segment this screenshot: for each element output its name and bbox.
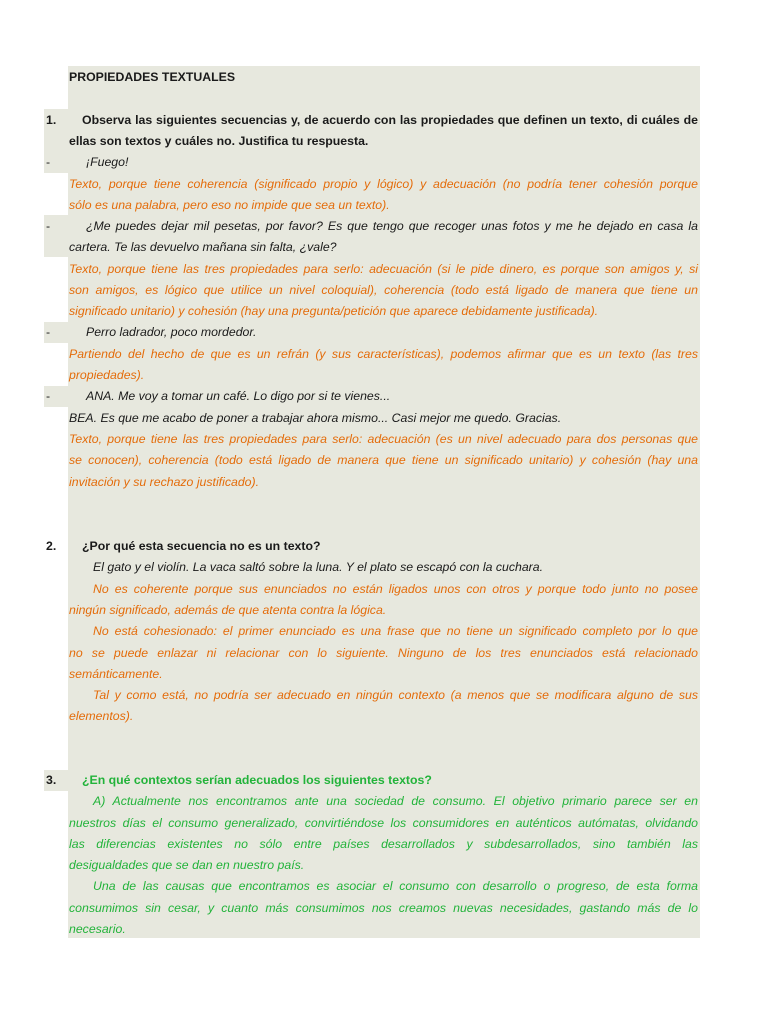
section-2-number: 2. xyxy=(46,539,57,553)
answer-line: Texto, porque tiene las tres propiedades para serlo: adecuación (si le pide dinero, es porque son amigos y, si xyxy=(69,262,698,276)
answer-line: No está cohesionado: el primer enunciado es una frase que no tiene un significado completo por lo que xyxy=(93,624,698,638)
paragraph-line: A) Actualmente nos encontramos ante una sociedad de consumo. El objetivo primario parece ser en xyxy=(93,794,698,808)
page-title: PROPIEDADES TEXTUALES xyxy=(69,70,236,84)
paragraph-line: Una de las causas que encontramos es asociar el consumo con desarrollo o progreso, de esta forma xyxy=(93,879,698,893)
sequence-line: cartera. Te las devuelvo mañana sin falta, ¿vale? xyxy=(69,240,337,254)
sequence-line: BEA. Es que me acabo de poner a trabajar ahora mismo... Casi mejor me quedo. Gracias. xyxy=(69,411,562,425)
answer-line: invitación y su rechazo justificado). xyxy=(69,475,260,489)
section-2-sequence: El gato y el violín. La vaca saltó sobre la luna. Y el plato se escapó con la cuchara. xyxy=(93,560,544,574)
answer-line: propiedades). xyxy=(69,368,145,382)
answer-line: elementos). xyxy=(69,709,134,723)
answer-line: significado unitario) y cohesión (hay una pregunta/petición que aparece debidamente justificada). xyxy=(69,304,599,318)
paragraph-line: consumimos sin cesar, y cuanto más consumimos nos creamos nuevas necesidades, gastando más de lo xyxy=(69,901,698,915)
answer-line: Texto, porque tiene las tres propiedades para serlo: adecuación (es un nivel adecuado para dos personas que xyxy=(69,432,698,446)
answer-line: No es coherente porque sus enunciados no están ligados unos con otros y porque todo junto no posee xyxy=(93,582,698,596)
section-3-number: 3. xyxy=(46,773,57,787)
answer-line: ningún significado, además de que atenta contra la lógica. xyxy=(69,603,387,617)
bullet: - xyxy=(46,219,51,233)
answer-line: semánticamente. xyxy=(69,667,163,681)
sequence-line: ANA. Me voy a tomar un café. Lo digo por si te vienes... xyxy=(86,389,391,403)
answer-line: Partiendo del hecho de que es un refrán (y sus características), podemos afirmar que es un texto (las tres xyxy=(69,347,698,361)
bullet: - xyxy=(46,389,51,403)
answer-line: no se puede enlazar ni relacionar con lo siguiente. Ninguno de los tres enunciados está relacionado xyxy=(69,646,698,660)
sequence-line: ¿Me puedes dejar mil pesetas, por favor? Es que tengo que recoger unas fotos y me he dejado en casa la xyxy=(86,219,698,233)
answer-line: Texto, porque tiene coherencia (significado propio y lógico) y adecuación (no podría tener cohesión porque xyxy=(69,177,698,191)
section-3-question: ¿En qué contextos serían adecuados los siguientes textos? xyxy=(82,773,432,787)
paragraph-line: necesario. xyxy=(69,922,126,936)
answer-line: sólo es una palabra, pero eso no impide que sea un texto). xyxy=(69,198,390,212)
answer-line: Tal y como está, no podría ser adecuado en ningún contexto (a menos que se modificara alguno de sus xyxy=(93,688,698,702)
bullet: - xyxy=(46,155,51,169)
paragraph-line: desigualdades que se dan en nuestro país. xyxy=(69,858,305,872)
sequence-line: Perro ladrador, poco mordedor. xyxy=(86,325,257,339)
answer-line: son amigos, es lógico que utilice un nivel coloquial), coherencia (todo está ligado de manera que tiene un xyxy=(69,283,698,297)
section-1-question-line-1: Observa las siguientes secuencias y, de acuerdo con las propiedades que definen un texto, di cuáles de xyxy=(82,113,698,127)
answer-line: se conocen), coherencia (todo está ligado de manera que tiene un significado unitario) y cohesión (hay una xyxy=(69,453,698,467)
section-2-question: ¿Por qué esta secuencia no es un texto? xyxy=(82,539,321,553)
paragraph-line: las diferencias existentes no sólo entre países desarrollados y subdesarrollados, sino también las xyxy=(69,837,698,851)
sequence-line: ¡Fuego! xyxy=(86,155,129,169)
paragraph-line: nuestros días el consumo generalizado, convirtiéndose los consumidores en auténticos autómatas, olvidando xyxy=(69,816,698,830)
section-1-question-line-2: ellas son textos y cuáles no. Justifica tu respuesta. xyxy=(69,134,369,148)
section-1-number: 1. xyxy=(46,113,57,127)
bullet: - xyxy=(46,325,51,339)
